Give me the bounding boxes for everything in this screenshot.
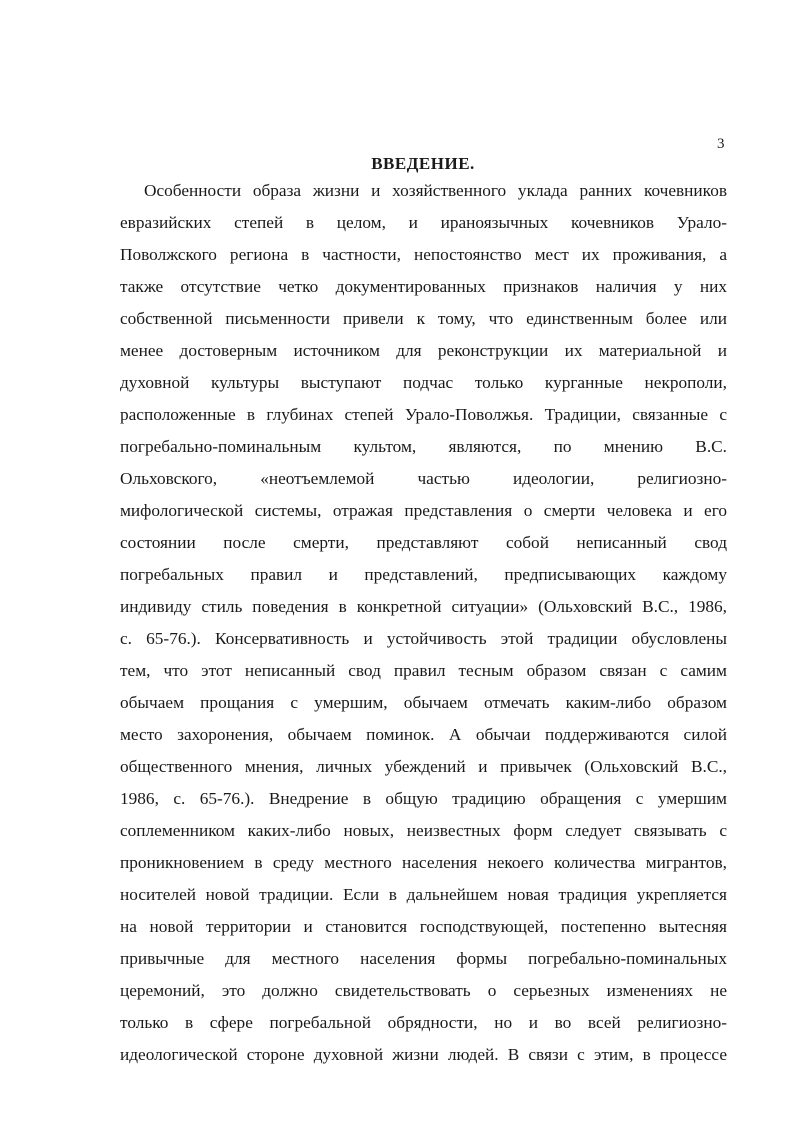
text-line: Ольховского, «неотъемлемой частью идеологии, религиозно- bbox=[120, 469, 727, 488]
text-line: церемоний, это должно свидетельствовать о серьезных изменениях не bbox=[120, 981, 727, 1000]
section-title: ВВЕДЕНИЕ. bbox=[371, 154, 475, 173]
text-line: мифологической системы, отражая представления о смерти человека и его bbox=[120, 501, 727, 520]
text-line: также отсутствие четко документированных признаков наличия у них bbox=[120, 277, 727, 296]
text-line: проникновением в среду местного населения некоего количества мигрантов, bbox=[120, 853, 727, 872]
text-line: Особенности образа жизни и хозяйственного уклада ранних кочевников bbox=[144, 181, 727, 200]
text-line: менее достоверным источником для реконструкции их материальной и bbox=[120, 341, 727, 360]
page-number: 3 bbox=[717, 136, 725, 152]
text-line: тем, что этот неписанный свод правил тесным образом связан с самим bbox=[120, 661, 727, 680]
text-line: собственной письменности привели к тому, что единственным более или bbox=[120, 309, 727, 328]
text-line: привычные для местного населения формы погребально-поминальных bbox=[120, 949, 727, 968]
text-line: общественного мнения, личных убеждений и привычек (Ольховский В.С., bbox=[120, 757, 727, 776]
text-line: с. 65-76.). Консервативность и устойчивость этой традиции обусловлены bbox=[120, 629, 727, 648]
text-line: идеологической стороне духовной жизни людей. В связи с этим, в процессе bbox=[120, 1045, 727, 1064]
text-line: погребальных правил и представлений, предписывающих каждому bbox=[120, 565, 727, 584]
text-line: соплеменником каких-либо новых, неизвестных форм следует связывать с bbox=[120, 821, 727, 840]
text-line: расположенные в глубинах степей Урало-Поволжья. Традиции, связанные с bbox=[120, 405, 727, 424]
text-line: носителей новой традиции. Если в дальнейшем новая традиция укрепляется bbox=[120, 885, 727, 904]
text-line: Поволжского региона в частности, непостоянство мест их проживания, а bbox=[120, 245, 727, 264]
text-line: погребально-поминальным культом, являются, по мнению В.С. bbox=[120, 437, 727, 456]
text-line: индивиду стиль поведения в конкретной ситуации» (Ольховский В.С., 1986, bbox=[120, 597, 727, 616]
text-line: евразийских степей в целом, и ираноязычных кочевников Урало- bbox=[120, 213, 727, 232]
text-line: обычаем прощания с умершим, обычаем отмечать каким-либо образом bbox=[120, 693, 727, 712]
text-line: место захоронения, обычаем поминок. А обычаи поддерживаются силой bbox=[120, 725, 727, 744]
text-line: состоянии после смерти, представляют собой неписанный свод bbox=[120, 533, 727, 552]
text-line: на новой территории и становится господствующей, постепенно вытесняя bbox=[120, 917, 727, 936]
text-line: только в сфере погребальной обрядности, но и во всей религиозно- bbox=[120, 1013, 727, 1032]
text-line: 1986, с. 65-76.). Внедрение в общую традицию обращения с умершим bbox=[120, 789, 727, 808]
text-line: духовной культуры выступают подчас только курганные некрополи, bbox=[120, 373, 727, 392]
